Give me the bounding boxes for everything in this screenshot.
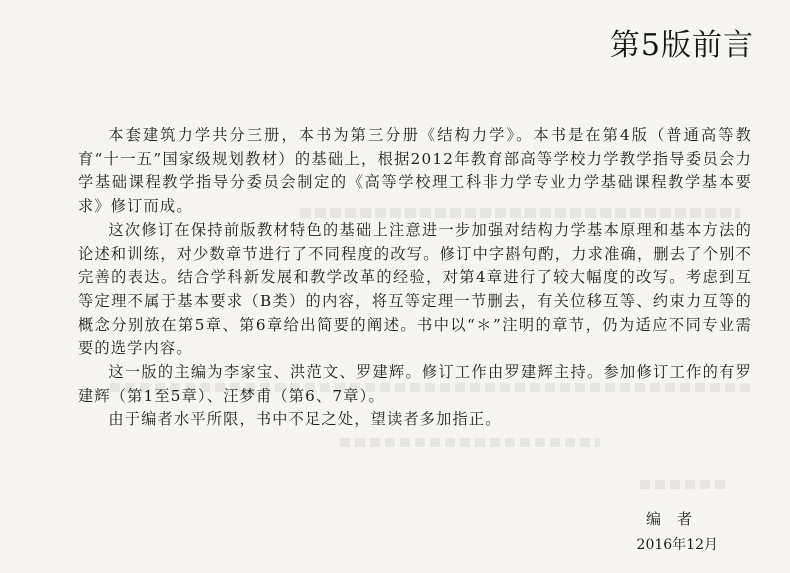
preface-body bbox=[78, 124, 752, 432]
date: 2016年12月 bbox=[636, 537, 718, 553]
bleed-through-line bbox=[340, 438, 600, 447]
bleed-through-line bbox=[640, 480, 730, 489]
paragraph: 本套建筑力学共分三册，本书为第三分册《结构力学》。本书是在第4版（普通高等教育“十一五”国家级规划教材）的基础上，根据2012年教育部高等学校力学教学指导委员会力学基础课程教学指导分委员会制定的《高等学校理工科非力学专业力学基础课程教学基本要求》修订而成。 bbox=[78, 126, 752, 216]
paragraph: 这一版的主编为李家宝、洪范文、罗建辉。修订工作由罗建辉主持。参加修订工作的有罗建辉（第1至5章）、汪梦甫（第6、7章）。 bbox=[78, 363, 752, 405]
author-signature: 编者 bbox=[645, 510, 708, 528]
page-title: 第5版前言 bbox=[609, 28, 754, 63]
paragraph: 这次修订在保持前版教材特色的基础上注意进一步加强对结构力学基本原理和基本方法的论述和训练，对少数章节进行了不同程度的改写。修订中字斟句酌，力求准确，删去了个别不完善的表达。结合学科新发展和教学改革的经验，对第4章进行了较大幅度的改写。考虑到互等定理不属于基本要求（B类）的内容，将互等定理一节删去，有关位移互等、约束力互等的概念分别放在第5章、第6章给出简要的阐述。书中以“＊”注明的章节，仍为适应不同专业需要的选学内容。 bbox=[78, 220, 752, 358]
paragraph: 由于编者水平所限，书中不足之处，望读者多加指正。 bbox=[108, 410, 502, 429]
